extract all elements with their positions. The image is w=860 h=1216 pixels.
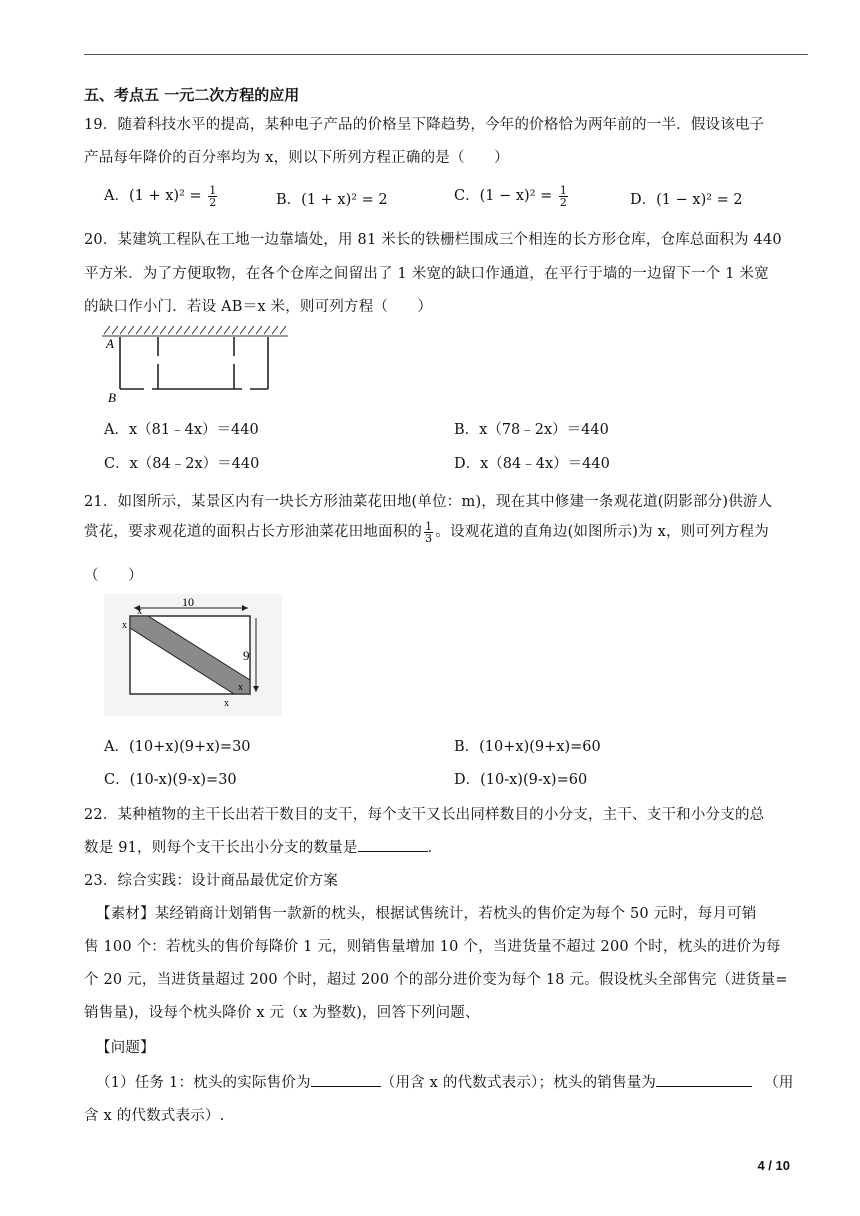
q22-stem-line1: 22．某种植物的主干长出若干数目的支干，每个支干又长出同样数目的小分支，主干、支干和小分支的总 [84, 807, 765, 823]
q19-option-d[interactable]: D．(1 − x)² = 2 [630, 192, 743, 208]
page-number: 4 / 10 [757, 1158, 790, 1173]
q23-title: 23．综合实践：设计商品最优定价方案 [84, 873, 339, 889]
q21-fraction: $\frac{1}{3}$ [425, 519, 433, 545]
q21-option-d[interactable]: D．(10-x)(9-x)=60 [454, 772, 588, 788]
q21-stem-line3: （ ） [84, 568, 143, 584]
q19-option-a-fraction: $\frac{1}{2}$ [209, 183, 217, 209]
q20-stem-line1: 20．某建筑工程队在工地一边靠墙处，用 81 米长的铁栅栏围成三个相连的长方形仓库，仓库总面积为 440 [84, 232, 782, 248]
header-rule [84, 54, 808, 55]
q19-option-b[interactable]: B．(1 + x)² = 2 [276, 192, 388, 208]
q20-option-d[interactable]: D．x（84﹣4x）＝440 [454, 456, 610, 472]
width-label: 10 [182, 595, 194, 609]
q19-option-a[interactable]: A．(1 + x)² = $\frac{1}{2}$ [104, 183, 217, 209]
q23-sales-blank[interactable] [656, 1072, 752, 1087]
q19-option-c-fraction: $\frac{1}{2}$ [559, 183, 567, 209]
q20-option-c[interactable]: C．x（84﹣2x）＝440 [104, 456, 260, 472]
q20-option-a[interactable]: A．x（81﹣4x）＝440 [104, 422, 259, 438]
q19-stem-line2: 产品每年降价的百分率均为 x，则以下所列方程正确的是（ ） [84, 150, 509, 166]
section-title: 五、考点五 一元二次方程的应用 [84, 86, 300, 104]
x-label-top: x [137, 606, 142, 617]
q23-question-header: 【问题】 [96, 1040, 155, 1056]
q21-option-a[interactable]: A．(10+x)(9+x)=30 [104, 739, 251, 755]
q19-stem-line1: 19．随着科技水平的提高，某种电子产品的价格呈下降趋势，今年的价格恰为两年前的一半．假设该电子 [84, 117, 765, 133]
q20-warehouse-figure [100, 322, 300, 406]
q23-material-line2: 售 100 个：若枕头的售价每降价 1 元，则销售量增加 10 个，当进货量不超过 200 个时，枕头的进价为每 [84, 939, 781, 955]
q21-stem-line2: 赏花，要求观花道的面积占长方形油菜花田地面积的 $\frac{1}{3}$ 。设观花道的直角边(如图所示)为 x，则可列方程为 [84, 519, 769, 545]
q23-material-line4: 销售量)，设每个枕头降价 x 元（x 为整数)，回答下列问题、 [84, 1005, 480, 1021]
q22-answer-blank[interactable] [358, 837, 428, 852]
q21-flower-field-figure [104, 594, 282, 716]
point-a-label: A [106, 336, 114, 351]
fence-lines [120, 337, 268, 389]
q23-material-line3: 个 20 元，当进货量超过 200 个时，超过 200 个的部分进价变为每个 18 元。假设枕头全部售完（进货量= [84, 972, 788, 988]
q20-option-b[interactable]: B．x（78﹣2x）＝440 [454, 422, 609, 438]
q21-option-b[interactable]: B．(10+x)(9+x)=60 [454, 739, 601, 755]
q22-stem-line2: 数是 91，则每个支干长出小分支的数量是 ． [84, 836, 442, 857]
q23-task1-line2: 含 x 的代数式表示）. [84, 1108, 225, 1124]
q23-task1-line1: （1）任务 1：枕头的实际售价为 （用含 x 的代数式表示）；枕头的销售量为 （用 [96, 1071, 794, 1092]
height-label: 9 [243, 648, 250, 663]
q19-option-c[interactable]: C．(1 − x)² = $\frac{1}{2}$ [454, 183, 567, 209]
q20-stem-line3: 的缺口作小门．若设 AB＝x 米，则可列方程（ ） [84, 299, 433, 315]
point-b-label: B [108, 390, 116, 405]
q20-stem-line2: 平方米．为了方便取物，在各个仓库之间留出了 1 米宽的缺口作通道，在平行于墙的一边留下一个 1 米宽 [84, 266, 769, 282]
q23-price-blank[interactable] [311, 1072, 381, 1087]
wall-hatching [102, 326, 288, 336]
x-label-right: x [238, 682, 243, 693]
q21-option-c[interactable]: C．(10-x)(9-x)=30 [104, 772, 237, 788]
x-label-left: x [122, 620, 127, 631]
x-label-bottom: x [224, 698, 229, 709]
q21-stem-line1: 21．如图所示，某景区内有一块长方形油菜花田地(单位：m)，现在其中修建一条观花道(阴影部分)供游人 [84, 494, 773, 510]
q23-material-line1: 【素材】某经销商计划销售一款新的枕头，根据试售统计，若枕头的售价定为每个 50 元时，每月可销 [96, 906, 757, 922]
